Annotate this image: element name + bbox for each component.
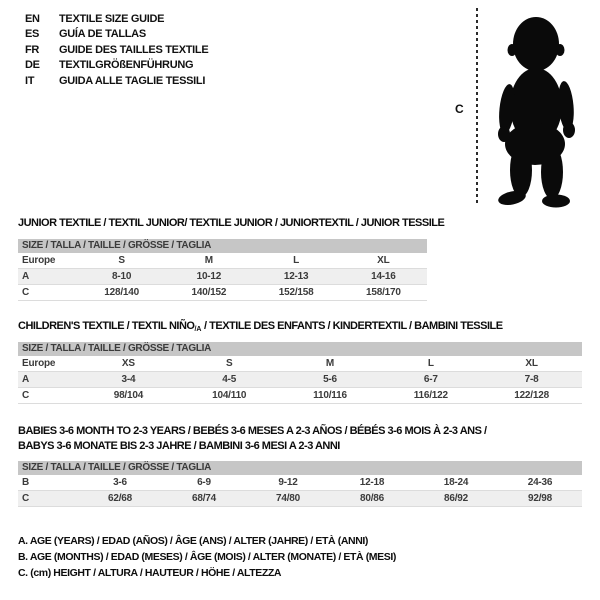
size-header-band: SIZE / TALLA / TAILLE / GRÖSSE / TAGLIA: [18, 461, 582, 475]
footnote-a: A. AGE (YEARS) / EDAD (AÑOS) / ÂGE (ANS) / ALTER (JAHRE) / ETÀ (ANNI): [18, 535, 369, 547]
lang-row-de: [25, 58, 208, 74]
table-cell: 5-6: [323, 374, 337, 385]
table-cell: S: [225, 358, 233, 369]
table-cell: 8-10: [112, 271, 132, 282]
footnote-c: C. (cm) HEIGHT / ALTURA / HAUTEUR / HÖHE / ALTEZZA: [18, 567, 282, 579]
babies-section-title: [18, 424, 487, 454]
table-cell: 7-8: [524, 374, 539, 385]
language-header: [25, 11, 208, 89]
row-label: A: [22, 374, 30, 385]
footnotes: [18, 533, 396, 581]
children-title-part1: CHILDREN'S TEXTILE / TEXTIL NIÑO: [18, 320, 195, 332]
table-cell: 110/116: [313, 390, 347, 401]
lang-row-en: [25, 11, 208, 27]
table-row-europe: [18, 253, 427, 269]
row-label: Europe: [22, 255, 56, 266]
children-title-subscript: /A: [194, 326, 202, 333]
toddler-silhouette-icon: [486, 14, 586, 208]
table-cell: 14-16: [371, 271, 396, 282]
table-cell: 140/152: [191, 287, 227, 298]
table-cell: 10-12: [196, 271, 222, 282]
table-cell: 128/140: [104, 287, 139, 298]
babies-title-line1: BABIES 3-6 MONTH TO 2-3 YEARS / BEBÉS 3-6 MESES A 2-3 AÑOS / BÉBÉS 3-6 MOIS À 2-3 ANS /: [18, 425, 487, 437]
table-cell: 3-4: [121, 374, 136, 385]
height-measure-dotted-line: [476, 8, 478, 206]
table-cell: 80/86: [359, 493, 385, 504]
lang-title: TEXTILGRÖßENFÜHRUNG: [59, 59, 194, 72]
table-cell: 12-13: [283, 271, 309, 282]
table-cell: 122/128: [514, 390, 549, 401]
row-label: B: [22, 477, 30, 488]
table-cell: M: [204, 255, 213, 266]
table-cell: 3-6: [113, 477, 127, 488]
table-row-a: [18, 372, 582, 388]
table-cell: 152/158: [278, 287, 314, 298]
babies-size-table: [18, 461, 582, 507]
row-label: A: [22, 271, 30, 282]
table-cell: 6-9: [197, 477, 211, 488]
height-measure-label: C: [455, 102, 464, 116]
table-cell: 4-5: [222, 374, 237, 385]
children-section-title: [18, 319, 503, 337]
table-row-europe: [18, 356, 582, 372]
table-cell: 12-18: [359, 477, 385, 488]
table-cell: 116/122: [413, 390, 448, 401]
footnote-b: B. AGE (MONTHS) / EDAD (MESES) / ÂGE (MOIS) / ALTER (MONATE) / ETÀ (MESI): [18, 551, 396, 563]
table-row-c: [18, 491, 582, 507]
lang-code: EN: [25, 12, 40, 25]
row-label: Europe: [22, 358, 56, 369]
lang-code: FR: [25, 43, 40, 56]
row-label: C: [22, 493, 30, 504]
table-cell: XS: [121, 358, 135, 369]
table-cell: L: [427, 358, 434, 369]
lang-title: GUIDE DES TAILLES TEXTILE: [59, 43, 209, 56]
lang-code: DE: [25, 59, 40, 72]
table-cell: 62/68: [107, 493, 133, 504]
table-cell: 68/74: [191, 493, 217, 504]
row-label: C: [22, 287, 30, 298]
lang-code: ES: [25, 28, 40, 41]
table-cell: 158/170: [366, 287, 401, 298]
size-header-band: SIZE / TALLA / TAILLE / GRÖSSE / TAGLIA: [18, 342, 582, 356]
table-cell: 74/80: [275, 493, 301, 504]
table-cell: M: [325, 358, 335, 369]
table-cell: XL: [525, 358, 538, 369]
table-cell: 18-24: [443, 477, 469, 488]
table-cell: 98/104: [113, 390, 144, 401]
junior-size-table: [18, 239, 427, 301]
table-cell: 9-12: [278, 477, 298, 488]
lang-title: TEXTILE SIZE GUIDE: [59, 12, 165, 25]
table-cell: 6-7: [423, 374, 438, 385]
lang-title: GUIDA ALLE TAGLIE TESSILI: [59, 74, 206, 87]
table-row-a: [18, 269, 427, 285]
table-cell: XL: [377, 255, 390, 266]
lang-row-fr: [25, 42, 208, 58]
table-cell: 92/98: [527, 493, 553, 504]
table-row-c: [18, 285, 427, 301]
table-cell: S: [118, 255, 125, 266]
children-title-part2: / TEXTILE DES ENFANTS / KINDERTEXTIL / BAMBINI TESSILE: [201, 320, 503, 332]
size-header-band: SIZE / TALLA / TAILLE / GRÖSSE / TAGLIA: [18, 239, 427, 253]
lang-row-es: [25, 27, 208, 43]
table-cell: L: [293, 255, 300, 266]
lang-code: IT: [25, 74, 35, 87]
babies-title-line2: BABYS 3-6 MONATE BIS 2-3 JAHRE / BAMBINI 3-6 MESI A 2-3 ANNI: [18, 440, 340, 452]
children-size-table: [18, 342, 582, 404]
row-label: C: [22, 390, 30, 401]
table-row-b: [18, 475, 582, 491]
lang-title: GUÍA DE TALLAS: [59, 28, 146, 41]
table-cell: 24-36: [527, 477, 553, 488]
lang-row-it: [25, 73, 208, 89]
junior-section-title: JUNIOR TEXTILE / TEXTIL JUNIOR/ TEXTILE JUNIOR / JUNIORTEXTIL / JUNIOR TESSILE: [18, 217, 445, 229]
table-cell: 104/110: [212, 390, 247, 401]
table-cell: 86/92: [443, 493, 469, 504]
table-row-c: [18, 388, 582, 404]
